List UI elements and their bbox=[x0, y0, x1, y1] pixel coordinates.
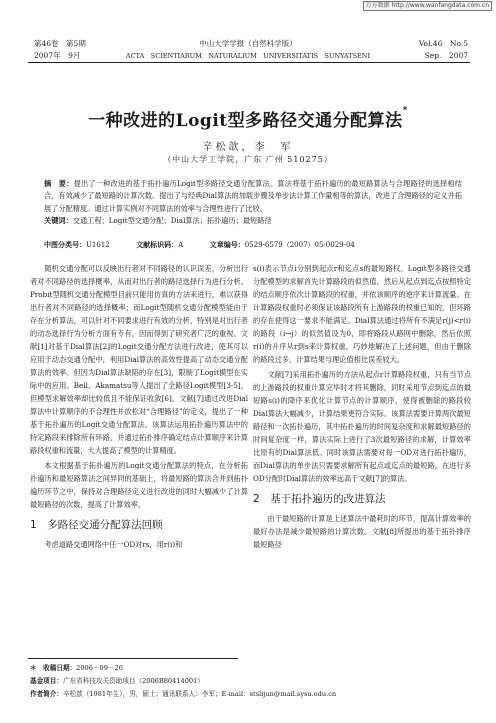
header-date-en: Sep. 2007 bbox=[424, 51, 468, 60]
doc-code-label: 文献标识码： bbox=[136, 241, 179, 249]
received-date: 2006－09－26 bbox=[76, 664, 123, 672]
left-column bbox=[30, 262, 248, 553]
section-heading-2: 2 基于拓扑遍历的改进算法 bbox=[253, 493, 386, 505]
keywords-text: 交通工程；Logit型交通分配；Dial算法；拓扑遍历；最短路径 bbox=[72, 215, 272, 225]
intro-paragraph-1: 随机交通分配可以反映出行者对不同路径的认识误差，分析出行者对不同路径的选择概率，从而对出行者的路径选择行为进行分析。Probit型随机交通分配模型目前只能用仿真的方法来进行，难以获得出行者对不同路径的选择概率；而Logit型随机交通分配模型能由于存在分析算法，可以针对不同要求进行有效的分析，特别是对出行者的动态选择行为分析方面有专有，因而得到了研究者广泛的重视。文献[1]对基于Dial算法[2]的Logit交通分配方法进行改进，使其可以应用于动态交通分配中，利用Dial算法的高效性提高了动态交通分配算法的效率。但因为Dial算法缺陷的存在[3]，限制了Logit模型在实际中的应用。Bell、Akamatsu等人提出了全路径Logit模型[3-5]，但模型求解效率却比较低且不能保证收敛[6]。文献[7]通过改进Dial算法中计算顺序的不合理性并放松对“合理路径”的定义，提出了一种基于拓扑遍历的Logit交通分配算法。该算法运用拓扑遍历算法中的特定路段来排除所有环路，并通过拓扑排序确定结点计算顺序来计算路段权重和流量，大大提高了模型的计算精度。 bbox=[30, 264, 248, 455]
article-no-value: 0529-6579（2007）05-0029-04 bbox=[244, 241, 355, 249]
watermark-stamp: 万方数据 http://www.wanfangdata.com.cn bbox=[363, 1, 492, 11]
abstract-label: 摘 要： bbox=[44, 179, 74, 188]
title-footnote-mark: * bbox=[402, 106, 408, 116]
header-date-cn: 2007年 9月 bbox=[34, 51, 81, 60]
author-bio-label: 作者简介： bbox=[30, 690, 63, 698]
authors: 辛松歆，李 军 bbox=[202, 142, 294, 153]
clc-label: 中图分类号： bbox=[44, 241, 86, 249]
footnote-received bbox=[30, 662, 123, 672]
affiliation: （中山大学工学院，广东 广州 510275） bbox=[163, 155, 333, 164]
article-no-label: 文章编号： bbox=[209, 241, 245, 249]
abstract-text: 提出了一种改进的基于拓扑遍历Logit型多路径交通分配算法。算法将基于拓扑遍历的最短路算法与合理路径的选择相结合，有效减少了最短路的计算次数。提出了与经典Dial算法的加载步骤及单步法计算工作量相等的算法，改进了合理路径的定义并拓展了分配精度。通过计算实例对不同算法的效率与合理性进行了比较。 bbox=[44, 179, 462, 213]
author-bio-text: 辛松歆（1981年生），男，硕士；通讯联系人：李军；E-mail：stslijun@mail.sysu.edu.cn bbox=[62, 690, 337, 698]
paper-title bbox=[0, 106, 496, 131]
doc-code-value: A bbox=[178, 241, 184, 249]
section-1-paragraph: 考虑道路交通网络中任一OD对rs，用r(i)和 bbox=[44, 540, 183, 549]
abstract-paragraph bbox=[44, 178, 462, 215]
intro-paragraph-2: 本文根据基于拓扑遍历的Logit交通分配算法的特点，在分析拓扑遍历和最短路算法之间异同的基础上，将最短路的算法合并到拓扑遍历环节之中，保持对合理路径定义进行改进的同时大幅减少了计算最短路径的次数，提高了计算效率。 bbox=[30, 461, 248, 509]
section-heading-1: 1 多路径交通分配算法回顾 bbox=[30, 519, 163, 531]
footnote-fund bbox=[30, 675, 204, 685]
header-volume-en: Vol.46 No.5 bbox=[418, 39, 468, 48]
right-column bbox=[253, 262, 471, 553]
keywords-label: 关键词： bbox=[44, 215, 73, 225]
header-journal-en: ACTA SCIENTIARUM NATURALIUM UNIVERSITATIS SUNYATSENI bbox=[125, 52, 371, 60]
section-1-continued: s(i)表示节点i分别到起点r和迄点s的最短路权。Logit型多路径交通分配模型的求解首先计算路段的似然值，然后从起点到迄点按照特定的结点顺序依次计算路段的权重，并依该顺序的逆序来计算流量。在计算路段权重时必须保证该路段所有上游路段的权重已知的。但环路的存在使得这一要求不能满足。Dial算法通过将所有不满足r(j)<r(i)的路段（i→j）的似然值设为0，即将路段从路网中删除，然后依照r(i)的升序从r到s来计算权重，巧妙地解决了上述问题，但由于删除的路段过多，计算结果与理论值相比误差较大。 bbox=[253, 264, 471, 364]
abstract-block bbox=[44, 178, 462, 227]
fund-label: 基金项目： bbox=[30, 677, 63, 685]
fund-text: 广东省科技攻关资助项目（2006B80414001） bbox=[62, 677, 204, 685]
clc-value: U1612 bbox=[86, 241, 110, 249]
received-label: ＊ 收稿日期： bbox=[30, 664, 77, 672]
footnote-rule bbox=[28, 658, 238, 659]
header-rule bbox=[28, 62, 470, 63]
section-1-paragraph-2: 文献[7]采用拓扑遍历的方法从起点r计算路段权重，只有当节点的上游路段的权重计算完毕时才将其删除，同时采用节点到迄点的最短路s(i)的降序来优化计算节点的计算顺序，使得被删除的路段较Dial算法大幅减少，计算结果更符合实际。该算法需要计算两次最短路径和一次拓扑遍历，其中拓扑遍历的时间复杂度和求解最短路径的时间复杂度一样，算法实际上进行了3次最短路径的求解，计算效率比原有的Dial算法低。同时该算法需要对每一OD对进行拓扑遍历，而Dial算法的单步法只需要求解所有起点或迄点的最短路，在进行多OD分配时Dial算法的效率远高于文献[7]的算法。 bbox=[253, 370, 471, 483]
keywords-line bbox=[44, 215, 462, 227]
header-volume-cn: 第46卷 第5期 bbox=[34, 39, 86, 48]
classification-line bbox=[44, 240, 355, 250]
footnote-author bbox=[30, 688, 336, 698]
paper-title-text: 一种改进的Logit型多路径交通分配算法 bbox=[88, 111, 403, 131]
section-2-paragraph: 由于最短路的计算是上述算法中最耗时的环节，提高计算效率的最好办法是减少最短路的计算次数。文献[8]所提出的基于拓扑排序最短路径 bbox=[253, 514, 471, 549]
header-journal-cn: 中山大学学报（自然科学版） bbox=[199, 39, 297, 48]
